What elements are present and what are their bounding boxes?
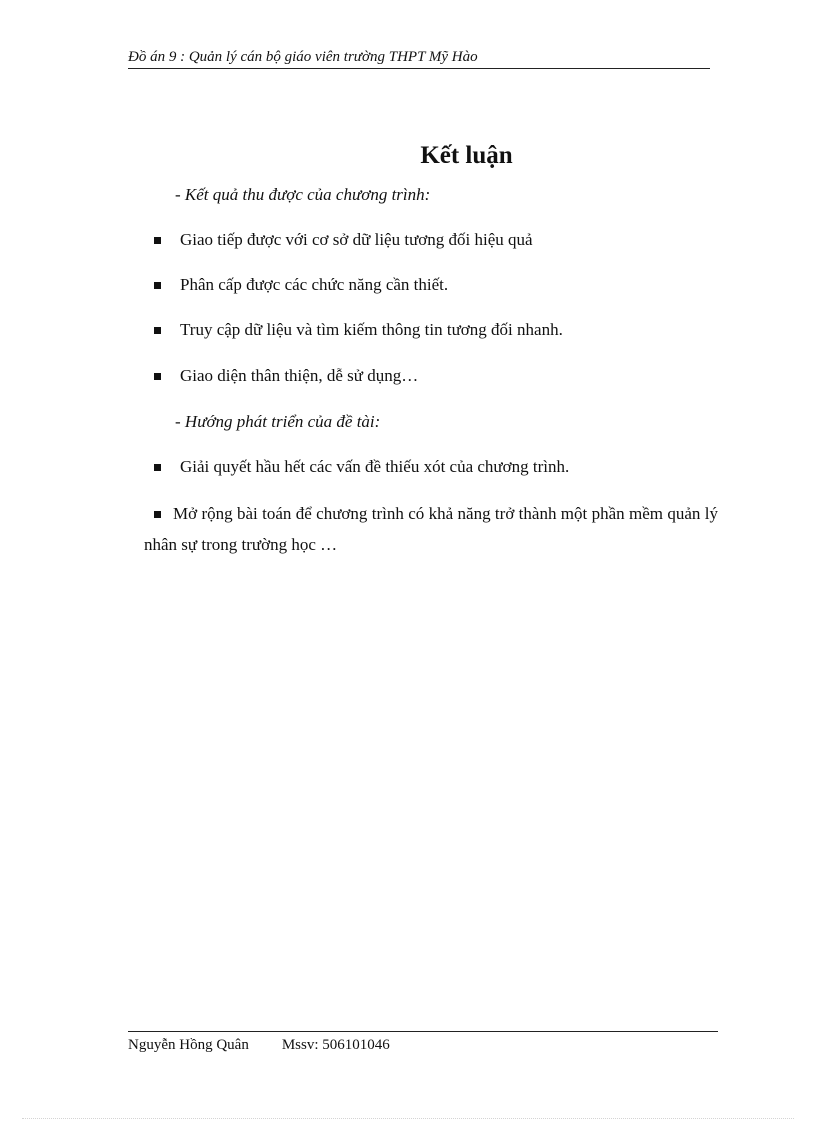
square-bullet-icon [154,464,161,471]
footer-student-id: Mssv: 506101046 [281,1037,390,1053]
development-item-wrapped [144,498,718,560]
page-header [128,48,710,69]
square-bullet-icon [154,237,161,244]
page-title: Kết luận [420,142,513,169]
result-item-text: Giao tiếp được với cơ sở dữ liệu tương đối hiệu quả [180,230,533,249]
page-bottom-divider [22,1118,794,1119]
result-item-text: Phân cấp được các chức năng cần thiết. [180,275,449,294]
header-text: Đồ án 9 : Quản lý cán bộ giáo viên trường THPT Mỹ Hào [128,49,478,65]
development-item-text: Giải quyết hầu hết các vấn đề thiếu xót của chương trình. [180,457,570,476]
result-item-text: Truy cập dữ liệu và tìm kiếm thông tin tương đối nhanh. [180,320,563,339]
result-item [154,365,418,387]
square-bullet-icon [154,282,161,289]
square-bullet-icon [154,511,161,518]
result-item-text: Giao diện thân thiện, dễ sử dụng… [180,366,419,385]
footer-author: Nguyễn Hồng Quân [128,1037,249,1053]
results-heading: - Kết quả thu được của chương trình: [175,185,431,204]
development-heading: - Hướng phát triển của đề tài: [175,412,381,431]
square-bullet-icon [154,327,161,334]
result-item [154,229,533,251]
square-bullet-icon [154,373,161,380]
result-item [154,319,563,341]
result-item [154,274,448,296]
development-item [154,456,569,478]
page-footer [128,1031,718,1054]
development-item-text: Mở rộng bài toán để chương trình có khả năng trở thành một phần mềm quản lý nhân sự trong trường học … [144,504,718,554]
